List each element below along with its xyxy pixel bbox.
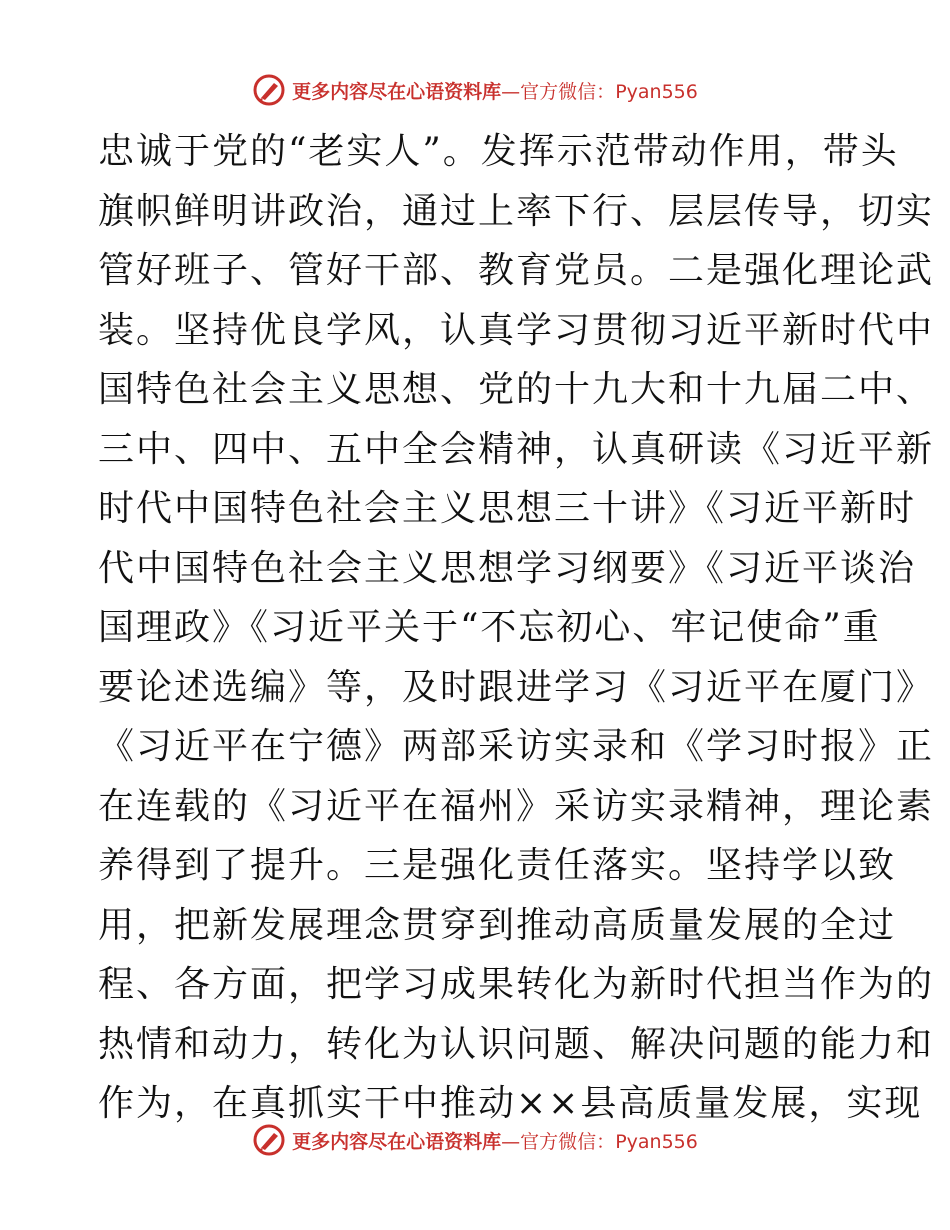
watermark-wechat-id: Pyan556 [615, 80, 698, 103]
text-line: 要论述选编》等，及时跟进学习《习近平在厦门》 [98, 666, 935, 708]
header-watermark [0, 70, 950, 110]
text-line: 管好班子、管好干部、教育党员。二是强化理论武 [98, 250, 935, 291]
text-line: 装。坚持优良学风，认真学习贯彻习近平新时代中 [98, 309, 935, 351]
watermark-dash: — [501, 80, 521, 103]
text-line: 国特色社会主义思想、党的十九大和十九届二中、 [98, 369, 935, 410]
watermark-dash: — [501, 1130, 521, 1153]
text-line: 养得到了提升。三是强化责任落实。坚持学以致 [98, 845, 897, 886]
text-line: 代中国特色社会主义思想学习纲要》《习近平谈治 [98, 547, 917, 589]
watermark-wechat-id: Pyan556 [615, 1130, 698, 1153]
watermark-wechat-label: 官方微信： [520, 1130, 616, 1153]
text-line: 国理政》《习近平关于“不忘初心、牢记使命”重 [98, 607, 881, 648]
watermark-main: 更多内容尽在心语资料库 [292, 1130, 502, 1153]
text-line: 旗帜鲜明讲政治，通过上率下行、层层传导，切实 [98, 190, 935, 232]
text-line: 程、各方面，把学习成果转化为新时代担当作为的 [98, 964, 935, 1005]
watermark-text [292, 1127, 698, 1154]
text-line: 时代中国特色社会主义思想三十讲》《习近平新时 [98, 488, 917, 529]
pen-logo-icon [252, 73, 286, 107]
text-line: 在连载的《习近平在福州》采访实录精神，理论素 [98, 785, 935, 827]
document-body [98, 122, 935, 1134]
pen-logo-icon [252, 1123, 286, 1157]
footer-watermark [0, 1120, 950, 1160]
text-line: 《习近平在宁德》两部采访实录和《学习时报》正 [98, 726, 935, 767]
text-line: 热情和动力，转化为认识问题、解决问题的能力和 [98, 1023, 935, 1065]
watermark-text [292, 77, 698, 104]
text-line: 忠诚于党的“老实人”。发挥示范带动作用，带头 [98, 131, 899, 172]
text-line: 作为，在真抓实干中推动××县高质量发展，实现 [98, 1083, 923, 1124]
watermark-wechat-label: 官方微信： [520, 80, 616, 103]
text-line: 三中、四中、五中全会精神，认真研读《习近平新 [98, 428, 935, 470]
text-line: 用，把新发展理念贯穿到推动高质量发展的全过 [98, 904, 897, 946]
watermark-main: 更多内容尽在心语资料库 [292, 80, 502, 103]
